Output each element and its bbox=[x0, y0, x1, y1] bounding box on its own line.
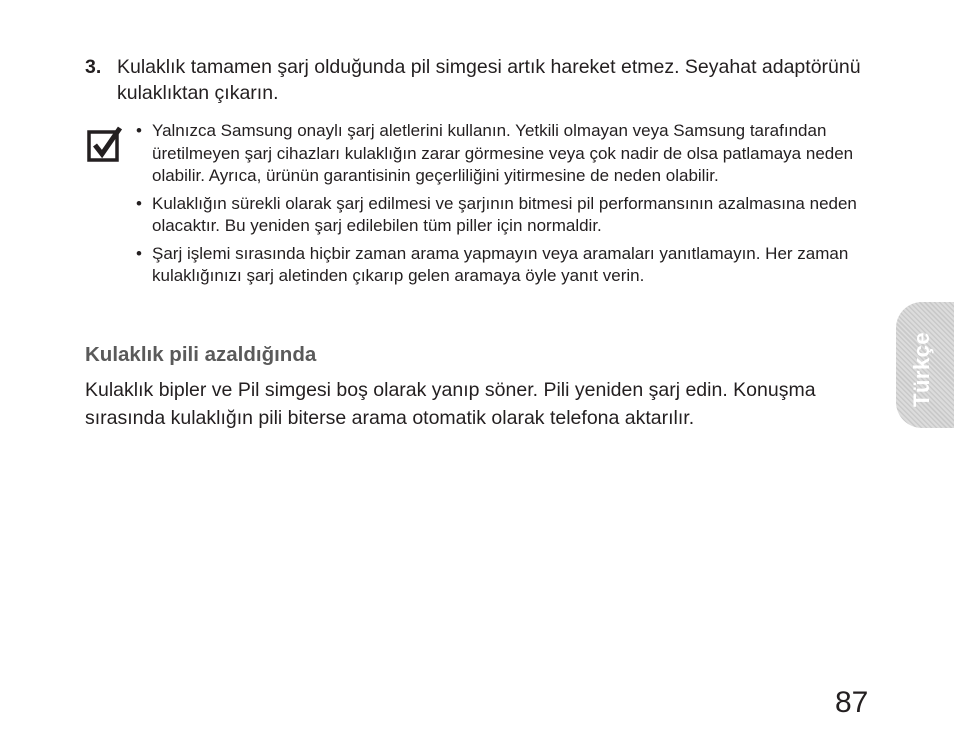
language-tab-label: Türkçe bbox=[909, 331, 934, 407]
section-paragraph: Kulaklık bipler ve Pil simgesi boş olarak yanıp söner. Pili yeniden şarj edin. Konuşma sırasında kulaklığın pili biterse arama otomatik olarak telefona aktarılır. bbox=[85, 379, 816, 429]
page-number: 87 bbox=[835, 686, 869, 719]
note-item: • Yalnızca Samsung onaylı şarj aletlerini kullanın. Yetkili olmayan veya Samsung tarafından üretilmeyen şarj cihazları kulaklığın zarar görmesine veya çok nadir de olsa patlamaya neden olabilir. Ayrıca, ürünün garantisinin geçerliliğini yitirmesine de neden olabilir. bbox=[136, 120, 866, 188]
step-text: Kulaklık tamamen şarj olduğunda pil simgesi artık hareket etmez. Seyahat adaptörünü kulaklıktan çıkarın. bbox=[117, 56, 861, 104]
step-3 bbox=[85, 54, 875, 106]
checkbox-check-icon bbox=[87, 126, 123, 162]
step-number: 3. bbox=[85, 56, 102, 78]
note-list bbox=[136, 120, 866, 293]
section-title: Kulaklık pili azaldığında bbox=[85, 343, 317, 366]
note-item: • Kulaklığın sürekli olarak şarj edilmesi ve şarjının bitmesi pil performansının azalmasına neden olacaktır. Bu yeniden şarj edilebilen tüm piller için normaldir. bbox=[136, 193, 866, 238]
note-item: • Şarj işlemi sırasında hiçbir zaman arama yapmayın veya aramaları yanıtlamayın. Her zaman kulaklığınızı şarj aletinden çıkarıp gelen aramaya öyle yanıt verin. bbox=[136, 243, 866, 288]
language-tab bbox=[896, 302, 954, 428]
